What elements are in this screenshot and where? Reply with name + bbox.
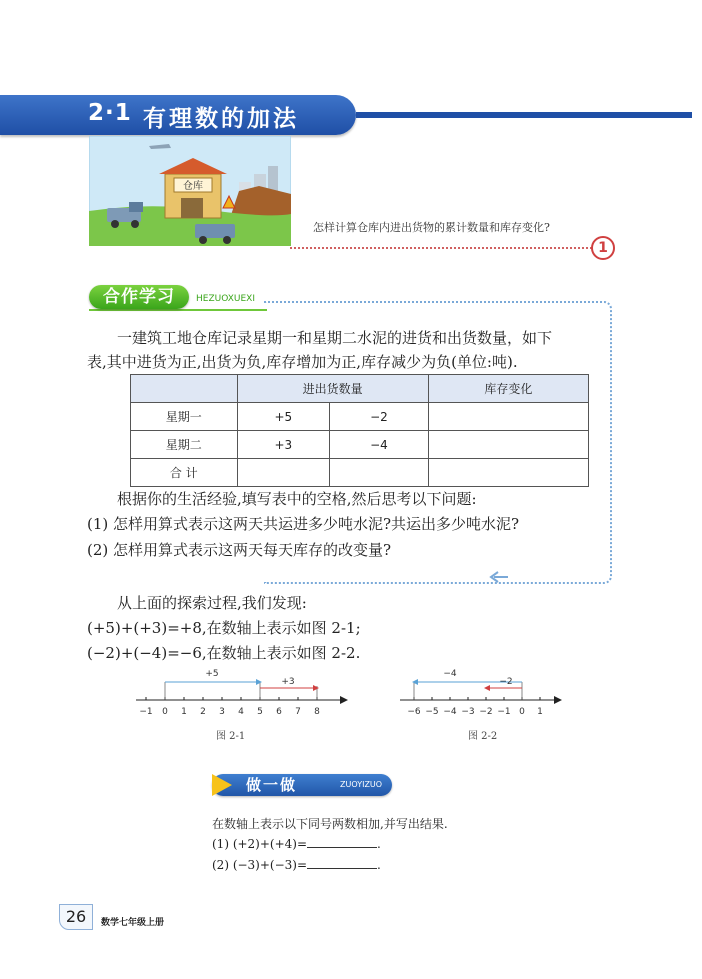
question-2: (2) 怎样用算式表示这两天每天库存的改变量?	[87, 541, 392, 559]
fig1-arrow2-label: +3	[281, 677, 295, 687]
arrow-left-icon	[488, 570, 508, 584]
fig2-arrow2-label: −2	[499, 677, 513, 687]
tick-label: −4	[443, 707, 457, 717]
tick-label: 1	[537, 707, 543, 717]
tick-label: 0	[162, 707, 168, 717]
question-marker: 1	[591, 236, 615, 260]
discovery-line-2: (−2)+(−4)=−6,在数轴上表示如图 2-2.	[87, 644, 361, 662]
table-row	[131, 459, 589, 487]
try-it-instruction: 在数轴上表示以下同号两数相加,并写出结果.	[212, 817, 448, 831]
tick-label: −2	[479, 707, 493, 717]
page-number: 26	[59, 904, 93, 930]
change-cell	[428, 431, 588, 459]
intro-question: 怎样计算仓库内进出货物的累计数量和库存变化?	[313, 221, 550, 234]
tick-label: 1	[181, 707, 187, 717]
discovery-intro: 从上面的探索过程,我们发现:	[117, 594, 307, 612]
table-header-cell: 进出货数量	[237, 375, 428, 403]
row-label: 星期一	[131, 403, 238, 431]
tick-label: −5	[425, 707, 439, 717]
answer-blank	[307, 857, 377, 869]
out-cell: −4	[330, 431, 429, 459]
tick-label: 6	[276, 707, 282, 717]
section-number: 2·1	[88, 100, 132, 126]
exercise-2-text: (2) (−3)+(−3)=	[212, 858, 308, 872]
coop-paragraph-line2: 表,其中进货为正,出货为负,库存增加为正,库存减少为负(单位:吨).	[87, 353, 518, 371]
out-cell: −2	[330, 403, 429, 431]
change-cell	[428, 459, 588, 487]
in-cell: +5	[237, 403, 330, 431]
table-header-cell: 库存变化	[428, 375, 588, 403]
fig2-arrow1-label: −4	[443, 669, 457, 679]
try-it-pinyin: ZUOYIZUO	[340, 780, 383, 789]
exercise-1-text: (1) (+2)+(+4)=	[212, 837, 308, 851]
try-it-label: 做一做	[246, 776, 298, 794]
title-rule	[356, 112, 692, 118]
fig-2-2-caption: 图 2-2	[468, 731, 498, 742]
tick-label: 2	[200, 707, 206, 717]
exercise-1: (1) (+2)+(+4)= .	[212, 837, 381, 851]
answer-blank	[307, 836, 377, 848]
row-label: 星期二	[131, 431, 238, 459]
play-arrow-icon	[212, 774, 232, 796]
table-header-cell	[131, 375, 238, 403]
dotted-leader	[290, 247, 592, 249]
in-cell: +3	[237, 431, 330, 459]
tick-label: 4	[238, 707, 244, 717]
row-label: 合 计	[131, 459, 238, 487]
number-line-fig-2-2	[398, 662, 568, 722]
coop-badge: 合作学习	[89, 285, 189, 309]
tick-label: 0	[519, 707, 525, 717]
fig-2-1-caption: 图 2-1	[216, 731, 246, 742]
warehouse-illustration	[89, 136, 291, 246]
coop-pinyin: HEZUOXUEXI	[196, 294, 255, 304]
after-table-text: 根据你的生活经验,填写表中的空格,然后思考以下问题:	[117, 490, 477, 508]
tick-label: 3	[219, 707, 225, 717]
tick-label: 5	[257, 707, 263, 717]
question-1: (1) 怎样用算式表示这两天共运进多少吨水泥?共运出多少吨水泥?	[87, 515, 520, 533]
stock-table	[130, 374, 589, 487]
tick-label: 7	[295, 707, 301, 717]
tick-label: −1	[497, 707, 511, 717]
coop-paragraph-line1: 一建筑工地仓库记录星期一和星期二水泥的进货和出货数量，如下	[117, 329, 553, 347]
warehouse-sign: 仓库	[183, 181, 203, 192]
out-cell	[330, 459, 429, 487]
tick-label: −1	[139, 707, 153, 717]
in-cell	[237, 459, 330, 487]
section-title: 有理数的加法	[143, 106, 299, 132]
coop-rule	[89, 309, 267, 311]
tick-label: 8	[314, 707, 320, 717]
tick-label: −3	[461, 707, 475, 717]
number-line-fig-2-1	[132, 662, 352, 722]
table-row	[131, 431, 589, 459]
book-title: 数学七年级上册	[101, 918, 165, 928]
tick-label: −6	[407, 707, 421, 717]
fig1-arrow1-label: +5	[205, 669, 219, 679]
change-cell	[428, 403, 588, 431]
table-row	[131, 403, 589, 431]
discovery-line-1: (+5)+(+3)=+8,在数轴上表示如图 2-1;	[87, 619, 361, 637]
exercise-2: (2) (−3)+(−3)= .	[212, 858, 381, 872]
table-header-row	[131, 375, 589, 403]
